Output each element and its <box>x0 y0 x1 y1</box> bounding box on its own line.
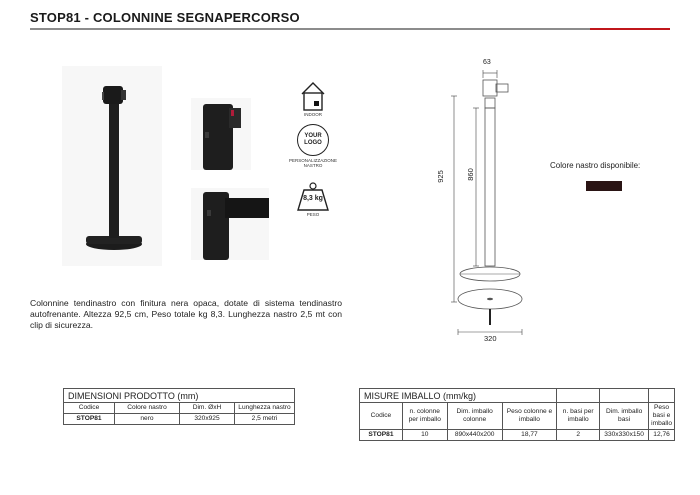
table-cell: 330x330x150 <box>600 430 649 441</box>
logo-text: YOUR LOGO <box>304 133 322 146</box>
table-header-row <box>360 403 675 430</box>
header-accent-rule <box>590 28 670 30</box>
packing-table <box>359 388 675 441</box>
table-cell: STOP81 <box>64 414 115 425</box>
table-cell: 2,5 metri <box>235 414 295 425</box>
table-row <box>360 430 675 441</box>
table-cell: 10 <box>402 430 447 441</box>
dim-total-label: 925 <box>435 170 445 183</box>
belt-detail-image <box>191 188 269 260</box>
table-cell: STOP81 <box>360 430 403 441</box>
table-header-cell: n. basi per imballo <box>557 403 600 430</box>
table-header-cell: Dim. ØxH <box>180 403 235 414</box>
house-icon <box>299 80 327 112</box>
table-header-cell: Dim. imballo colonne <box>447 403 502 430</box>
logo-circle-icon <box>297 124 329 156</box>
table-cell: 890x440x200 <box>447 430 502 441</box>
table-cell: 18,77 <box>502 430 557 441</box>
table-header-cell: Codice <box>360 403 403 430</box>
packing-table-title: MISURE IMBALLO (mm/kg) <box>360 389 557 403</box>
colour-swatch <box>586 181 622 191</box>
table-empty-cell <box>600 389 649 403</box>
table-header-cell: Dim. imballo basi <box>600 403 649 430</box>
logo-badge <box>288 124 338 169</box>
logo-label: PERSONALIZZAZIONE NASTRO <box>288 158 337 169</box>
weight-icon <box>295 182 331 212</box>
table-header-cell: Peso colonne e imballo <box>502 403 557 430</box>
product-photo <box>62 66 162 266</box>
page-title: STOP81 - COLONNINE SEGNAPERCORSO <box>30 10 300 25</box>
table-header-row <box>64 403 295 414</box>
technical-drawing-image <box>430 62 530 347</box>
product-description: Colonnine tendinastro con finitura nera opaca, dotate di sistema tendinastro autofrenante. Altezza 92,5 cm, Peso totale kg 8,3. Lunghezza nastro 2,5 mt con clip di sicurezza. <box>30 298 342 330</box>
table-empty-cell <box>557 389 600 403</box>
table-header-cell: Peso basi e imballo <box>649 403 675 430</box>
technical-drawing <box>430 59 530 347</box>
dim-base-label: 320 <box>484 334 497 343</box>
weight-badge <box>295 182 331 217</box>
header-rule <box>30 28 590 30</box>
dim-post-label: 860 <box>465 168 475 181</box>
stanchion-photo-image <box>62 66 162 266</box>
table-cell: 2 <box>557 430 600 441</box>
colour-label: Colore nastro disponibile: <box>550 161 641 170</box>
dim-top-label: 63 <box>483 59 491 66</box>
weight-label: PESO <box>306 212 320 217</box>
indoor-badge <box>297 80 329 117</box>
table-header-cell: Lunghezza nastro <box>235 403 295 414</box>
table-header-cell: Colore nastro <box>115 403 180 414</box>
product-table-title: DIMENSIONI PRODOTTO (mm) <box>64 389 295 403</box>
product-dimensions-table <box>63 388 295 425</box>
table-header-cell: Codice <box>64 403 115 414</box>
head-detail-image <box>191 98 251 170</box>
table-cell: 320x925 <box>180 414 235 425</box>
indoor-label: INDOOR <box>304 112 322 117</box>
table-cell: nero <box>115 414 180 425</box>
belt-detail-photo <box>191 188 269 260</box>
table-header-cell: n. colonne per imballo <box>402 403 447 430</box>
table-cell: 12,76 <box>649 430 675 441</box>
head-detail-photo <box>191 98 251 170</box>
table-row <box>64 414 295 425</box>
table-empty-cell <box>649 389 675 403</box>
weight-text: 8,3 kg <box>303 195 323 202</box>
